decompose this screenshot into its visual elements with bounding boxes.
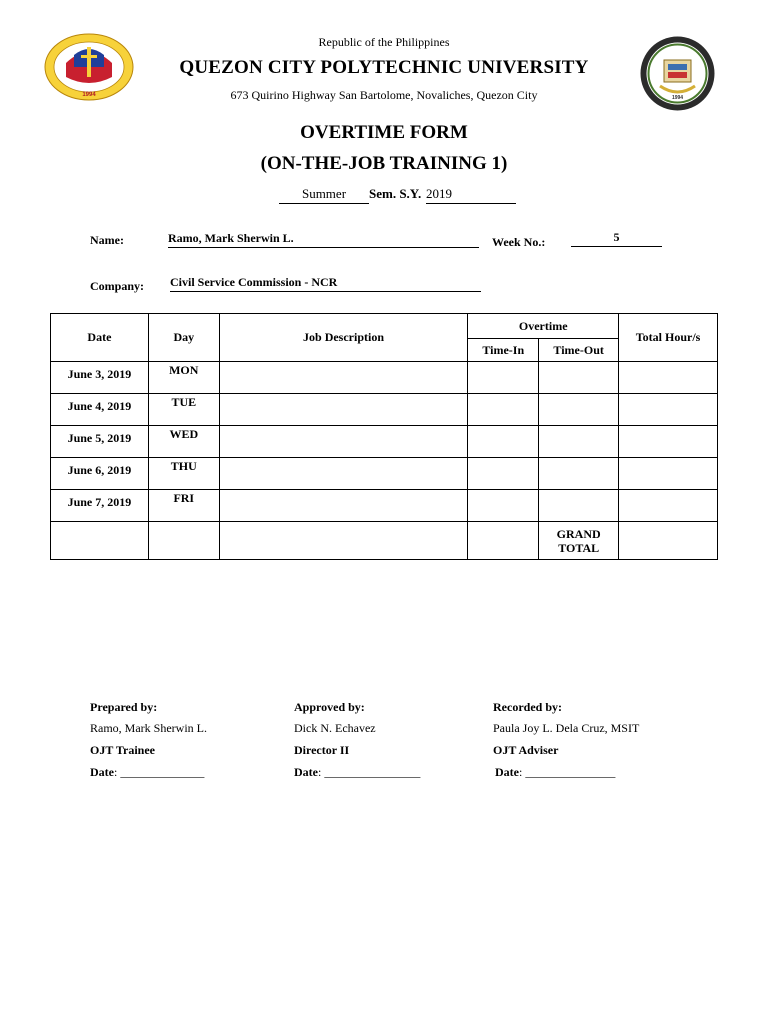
time-out-cell[interactable] <box>539 490 619 522</box>
qcpu-logo <box>44 33 134 101</box>
time-in-cell[interactable] <box>468 362 539 394</box>
overtime-table <box>50 313 718 560</box>
job-description-cell[interactable] <box>219 458 468 490</box>
header-total-hours: Total Hour/s <box>619 314 718 362</box>
time-in-cell[interactable] <box>468 426 539 458</box>
prepared-by-name: Ramo, Mark Sherwin L. <box>90 721 207 735</box>
row-day: MON <box>148 362 219 394</box>
job-description-cell[interactable] <box>219 362 468 394</box>
school-year: 2019 <box>426 186 516 204</box>
table-row <box>51 426 718 458</box>
header-job-description: Job Description <box>219 314 468 362</box>
header-time-out: Time-Out <box>539 339 619 362</box>
job-description-cell[interactable] <box>219 490 468 522</box>
university-name: QUEZON CITY POLYTECHNIC UNIVERSITY <box>179 57 589 78</box>
name-label: Name: <box>90 233 124 247</box>
total-hours-cell[interactable] <box>619 490 718 522</box>
row-date: June 6, 2019 <box>51 458 149 490</box>
row-date: June 3, 2019 <box>51 362 149 394</box>
job-description-cell[interactable] <box>219 426 468 458</box>
approved-date-label: Date <box>294 765 318 779</box>
time-in-cell[interactable] <box>468 394 539 426</box>
row-date: June 7, 2019 <box>51 490 149 522</box>
row-day: WED <box>148 426 219 458</box>
table-row <box>51 490 718 522</box>
approved-by-title: Director II <box>294 743 350 757</box>
table-row <box>51 458 718 490</box>
time-out-cell[interactable] <box>539 458 619 490</box>
university-address: 673 Quirino Highway San Bartolome, Novaliches, Quezon City <box>230 88 538 102</box>
header-time-in: Time-In <box>468 339 539 362</box>
header-day: Day <box>148 314 219 362</box>
recorded-date[interactable] <box>495 765 615 780</box>
total-hours-cell[interactable] <box>619 394 718 426</box>
semester-label: Sem. S.Y. <box>369 186 422 201</box>
row-day: FRI <box>148 490 219 522</box>
prepared-by-title: OJT Trainee <box>90 743 156 757</box>
approved-date[interactable] <box>294 765 420 780</box>
empty-cell <box>51 522 149 560</box>
time-out-cell[interactable] <box>539 394 619 426</box>
recorded-by-label: Recorded by: <box>493 700 562 714</box>
republic-text: Republic of the Philippines <box>318 35 450 49</box>
total-hours-cell[interactable] <box>619 458 718 490</box>
grand-total-cell[interactable] <box>619 522 718 560</box>
logo-left-year: 1994 <box>82 92 96 98</box>
time-in-cell[interactable] <box>468 490 539 522</box>
approved-by-label: Approved by: <box>294 700 365 714</box>
table-row <box>51 362 718 394</box>
total-hours-cell[interactable] <box>619 362 718 394</box>
approved-by-name: Dick N. Echavez <box>294 721 376 735</box>
approved-date-line: : ________________ <box>318 765 421 779</box>
prepared-date-label: Date <box>90 765 114 779</box>
grand-label-line1: GRAND <box>556 526 601 541</box>
semester-term: Summer <box>279 186 369 204</box>
header-overtime: Overtime <box>468 314 619 339</box>
prepared-date-line: : ______________ <box>114 765 205 779</box>
company-label: Company: <box>90 279 145 293</box>
empty-cell <box>468 522 539 560</box>
grand-label-line2: TOTAL <box>558 540 600 555</box>
row-date: June 4, 2019 <box>51 394 149 426</box>
header-date: Date <box>51 314 149 362</box>
empty-cell <box>148 522 219 560</box>
grand-total-row <box>51 522 718 560</box>
form-title: OVERTIME FORM <box>300 122 468 143</box>
grand-total-label <box>539 522 619 560</box>
prepared-date[interactable] <box>90 765 204 780</box>
university-seal-logo <box>640 36 715 111</box>
empty-cell <box>219 522 468 560</box>
total-hours-cell[interactable] <box>619 426 718 458</box>
row-day: TUE <box>148 394 219 426</box>
row-day: THU <box>148 458 219 490</box>
name-field[interactable]: Ramo, Mark Sherwin L. <box>168 231 479 248</box>
time-in-cell[interactable] <box>468 458 539 490</box>
company-field[interactable]: Civil Service Commission - NCR <box>170 275 481 292</box>
form-subtitle: (ON-THE-JOB TRAINING 1) <box>260 153 508 174</box>
job-description-cell[interactable] <box>219 394 468 426</box>
recorded-date-line: : _______________ <box>519 765 616 779</box>
prepared-by-label: Prepared by: <box>90 700 158 714</box>
row-date: June 5, 2019 <box>51 426 149 458</box>
time-out-cell[interactable] <box>539 362 619 394</box>
recorded-date-label: Date <box>495 765 519 779</box>
logo-right-year: 1994 <box>671 95 684 101</box>
week-label: Week No.: <box>492 235 546 249</box>
table-row <box>51 394 718 426</box>
time-out-cell[interactable] <box>539 426 619 458</box>
recorded-by-name: Paula Joy L. Dela Cruz, MSIT <box>493 721 640 735</box>
week-field[interactable]: 5 <box>571 230 662 247</box>
recorded-by-title: OJT Adviser <box>493 743 559 757</box>
